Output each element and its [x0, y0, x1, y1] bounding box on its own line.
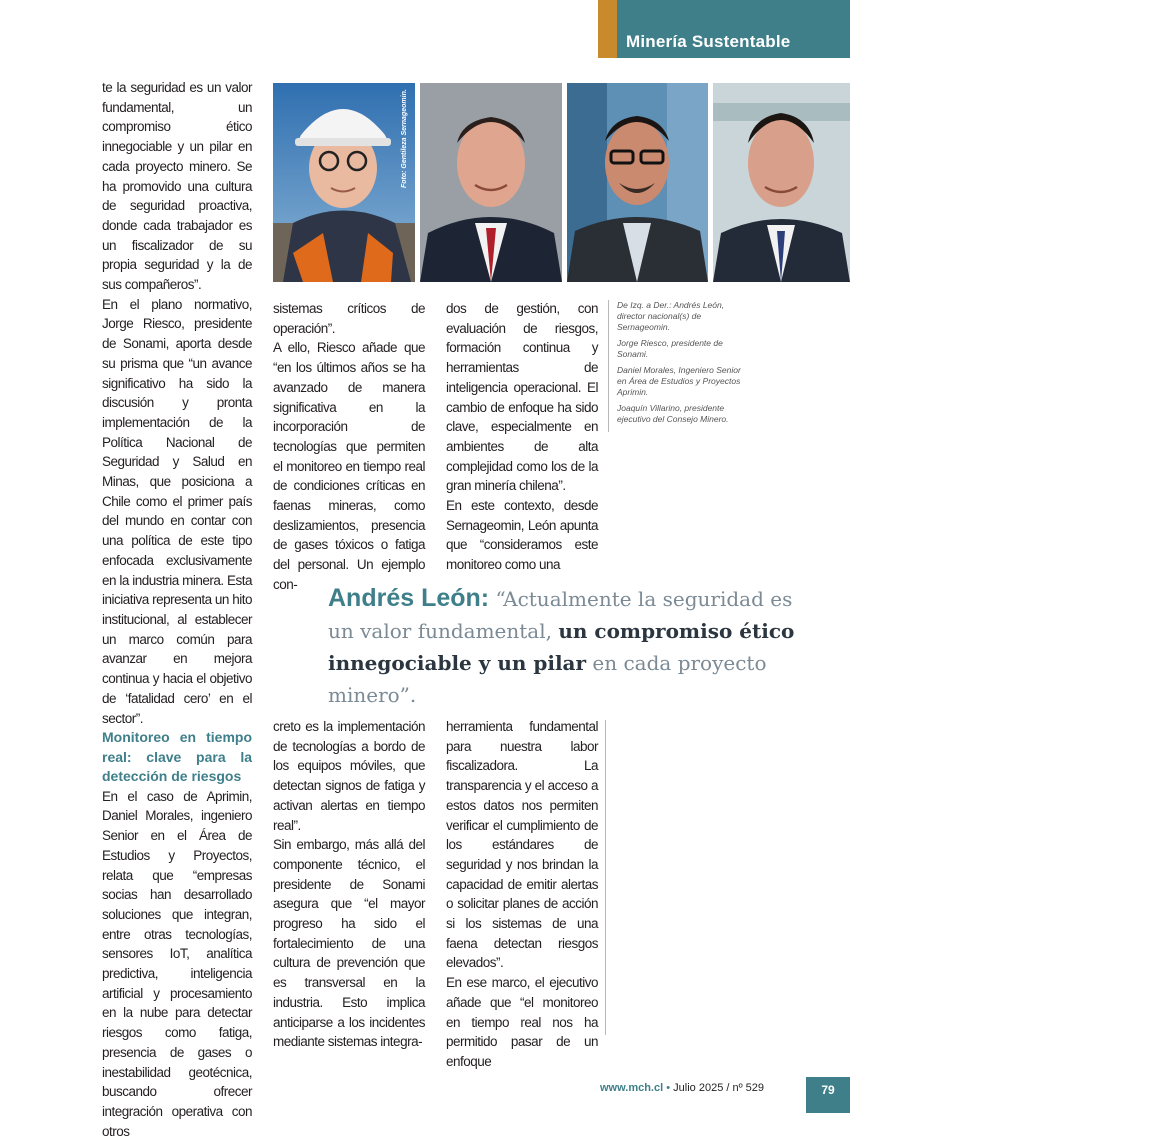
section-header-bar [598, 0, 850, 58]
paragraph: te la seguridad es un valor fundamental, un compromiso ético innegociable y un pilar en cada proyecto minero. Se ha promovido una cultura de seguridad proactiva, donde cada trabajador es un fiscalizador de su propia seguridad y la de sus compañeros”. [102, 80, 252, 293]
column-3-bottom [446, 717, 598, 1072]
portrait-helmet-image [273, 83, 415, 282]
pull-quote [328, 582, 798, 711]
page-footer [600, 1082, 764, 1094]
column-rule [605, 720, 606, 1035]
column-1-top [102, 78, 252, 1141]
photo-daniel-morales [567, 83, 871, 282]
portrait-photos [273, 83, 1161, 282]
quote-text: “Actualmente la seguridad es un valor fundamental, [328, 587, 793, 643]
footer-separator: • [666, 1082, 671, 1094]
portrait-glasses-image [567, 83, 708, 282]
issue-info: Julio 2025 / nº 529 [673, 1082, 765, 1094]
paragraph: En el caso de Aprimin, Daniel Morales, ingeniero Senior en el Área de Estudios y Proyectos, relata que “empresas socias han desarrollado soluciones que integran, entre otras tecnologías, sensores IoT, analítica predictiva, inteligencia artificial y procesamiento en la nube para detectar riesgos como fatiga, presencia de gases o inestabilidad geotécnica, buscando ofrecer integración operativa con otros [102, 788, 252, 1139]
quote-author: Andrés León: [328, 584, 490, 612]
caption-line: De Izq. a Der.: Andrés León, director nacional(s) de Sernageomin. [617, 300, 725, 332]
paragraph: sistemas críticos de operación”. [273, 301, 425, 336]
portrait-suit-image [420, 83, 562, 282]
caption-line: Jorge Riesco, presidente de Sonami. [617, 338, 723, 359]
paragraph: herramienta fundamental para nuestra labor fiscalizadora. La transparencia y el acceso a estos datos nos permiten verificar el cumplimiento de los estándares de seguridad y nos brindan la capacidad de emitir alertas o solicitar planes de acción si los sistemas de una faena detectan riesgos elevados”. [446, 719, 598, 971]
caption-line: Joaquín Villarino, presidente ejecutivo del Consejo Minero. [617, 403, 729, 424]
photo-caption [608, 300, 742, 432]
paragraph: dos de gestión, con evaluación de riesgos, formación continua y herramientas de inteligencia operacional. El cambio de enfoque ha sido clave, especialmente en ambientes de alta complejidad como los de la gran minería chilena”. [446, 301, 598, 494]
paragraph: creto es la implementación de tecnologías a bordo de los equipos móviles, que detectan signos de fatiga y activan alertas en tiempo real”. [273, 719, 425, 833]
subheading: Monitoreo en tiempo real: clave para la detección de riesgos [102, 729, 252, 785]
column-2-bottom [273, 717, 425, 1052]
photo-credit: Foto: Gentileza Aprimin. [864, 197, 871, 278]
photo-jorge-riesco [420, 83, 562, 282]
paragraph: A ello, Riesco añade que “en los últimos años se ha avanzado de manera significativa en la incorporación de tecnologías que permiten el monitoreo en tiempo real de condiciones críticas en faenas mineras, como deslizamientos, presencia de gases tóxicos o fatiga del personal. Un ejemplo con- [273, 340, 425, 592]
paragraph: Sin embargo, más allá del componente técnico, el presidente de Sonami asegura que “el mayor progreso ha sido el fortalecimiento de una cultura de prevención que es transversal en la industria. Esto implica anticiparse a los incidentes mediante sistemas integra- [273, 837, 425, 1050]
paragraph: En este contexto, desde Sernageomin, León apunta que “consideramos este monitoreo como una [446, 498, 598, 573]
quote-text: en cada proyecto minero”. [328, 651, 767, 707]
paragraph: En ese marco, el ejecutivo añade que “el monitoreo en tiempo real nos ha permitido pasar de un enfoque [446, 975, 598, 1069]
column-2-top [273, 299, 425, 595]
photo-credit: Foto: Gentileza Sernageomin. [401, 89, 408, 188]
caption-line: Daniel Morales, Ingeniero Senior en Área de Estudios y Proyectos Aprimin. [617, 365, 741, 397]
paragraph: En el plano normativo, Jorge Riesco, presidente de Sonami, aporta desde su prisma que “un avance significativo ha sido la discusión y pronta implementación de la Política Nacional de Seguridad y Salud en Minas, que posiciona a Chile como el primer país del mundo en contar con una política de este tipo enfocada exclusivamente en la industria minera. Esta iniciativa representa un hito institucional, al establecer un marco común para avanzar en mejora continua y hacia el objetivo de ‘fatalidad cero’ en el sector”. [102, 296, 252, 726]
column-3-top [446, 299, 598, 575]
website-link[interactable]: www.mch.cl [600, 1082, 664, 1094]
section-title: Minería Sustentable [626, 32, 791, 51]
quote-emphasis: un compromiso ético innegociable y un pilar [328, 619, 795, 675]
photo-credit: Foto: Gentileza Consejo Minero. [1154, 164, 1161, 271]
page-number: 79 [806, 1077, 850, 1113]
portrait-tie-image [713, 83, 850, 282]
photo-andres-leon [273, 83, 415, 282]
